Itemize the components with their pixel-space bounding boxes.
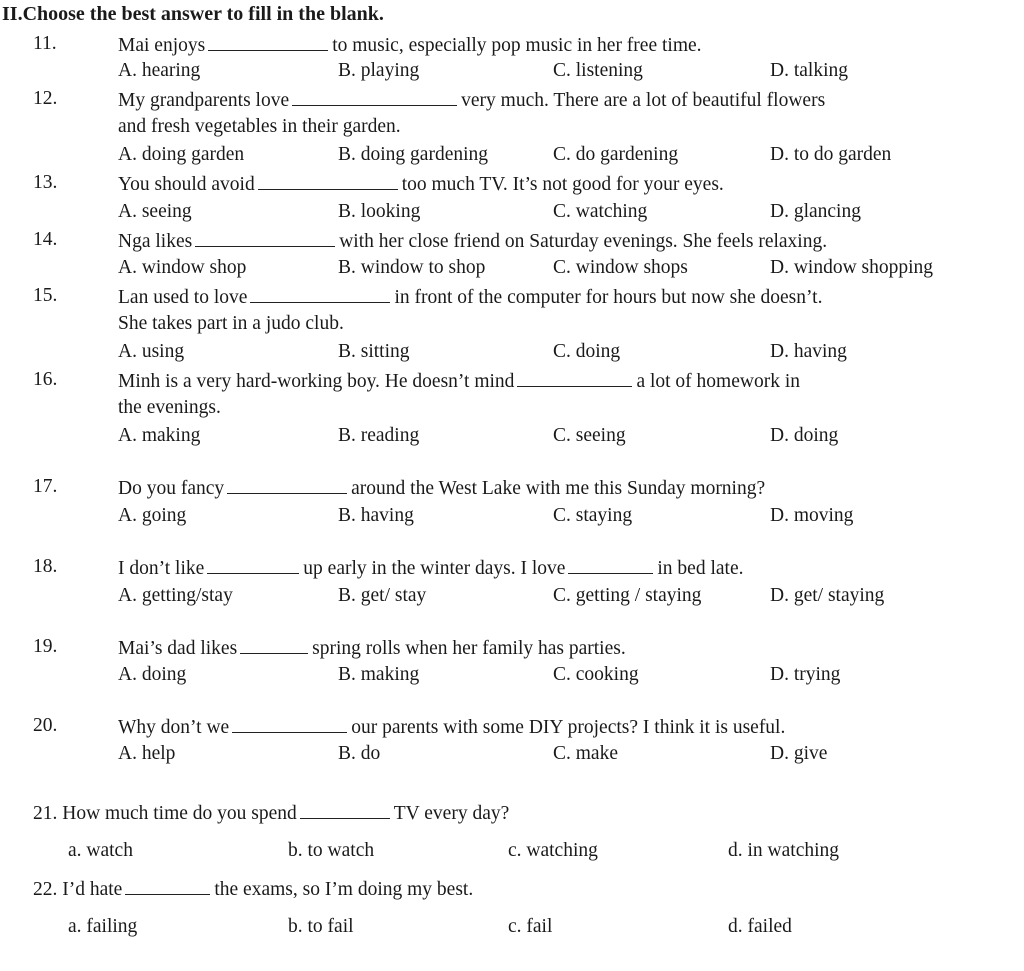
option-a[interactable]: A. hearing (118, 60, 201, 81)
option-d[interactable]: D. trying (770, 664, 841, 685)
option-b[interactable]: b. to fail (288, 916, 354, 937)
answer-blank[interactable] (300, 802, 390, 819)
option-b[interactable]: B. get/ stay (338, 585, 427, 606)
question-text: 22. I’d hate the exams, so I’m doing my best. (33, 879, 474, 900)
option-c[interactable]: C. seeing (553, 425, 626, 446)
option-a[interactable]: A. doing garden (118, 144, 245, 165)
answer-blank[interactable] (250, 286, 390, 303)
question-number: 19. (33, 636, 58, 657)
question-number: 11. (33, 33, 57, 54)
question-text: Minh is a very hard-working boy. He doesn’t mind a lot of homework in (118, 371, 800, 392)
question-text-continued: the evenings. (118, 397, 221, 418)
option-d[interactable]: d. failed (728, 916, 792, 937)
question-text-continued: She takes part in a judo club. (118, 313, 344, 334)
answer-blank[interactable] (232, 716, 347, 733)
option-d[interactable]: D. give (770, 743, 828, 764)
question-number: 18. (33, 556, 58, 577)
question-number: 14. (33, 229, 58, 250)
question-number: 17. (33, 476, 58, 497)
option-a[interactable]: A. making (118, 425, 201, 446)
option-b[interactable]: B. sitting (338, 341, 410, 362)
option-c[interactable]: C. do gardening (553, 144, 679, 165)
exercise-title: II.Choose the best answer to fill in the blank. (2, 3, 384, 25)
option-d[interactable]: D. get/ staying (770, 585, 885, 606)
option-b[interactable]: B. having (338, 505, 414, 526)
option-a[interactable]: A. getting/stay (118, 585, 233, 606)
answer-blank[interactable] (517, 370, 632, 387)
option-b[interactable]: B. looking (338, 201, 421, 222)
question-text: You should avoid too much TV. It’s not good for your eyes. (118, 174, 724, 195)
answer-blank[interactable] (568, 557, 653, 574)
option-d[interactable]: D. to do garden (770, 144, 892, 165)
question-text: Lan used to love in front of the computer for hours but now she doesn’t. (118, 287, 823, 308)
option-c[interactable]: C. make (553, 743, 618, 764)
option-c[interactable]: C. getting / staying (553, 585, 702, 606)
option-a[interactable]: A. window shop (118, 257, 247, 278)
question-number: 20. (33, 715, 58, 736)
question-text: Do you fancy around the West Lake with me this Sunday morning? (118, 478, 766, 499)
option-c[interactable]: c. watching (508, 840, 598, 861)
option-a[interactable]: A. using (118, 341, 185, 362)
option-a[interactable]: A. doing (118, 664, 187, 685)
question-number: 12. (33, 88, 58, 109)
question-number: 16. (33, 369, 58, 390)
option-a[interactable]: A. help (118, 743, 176, 764)
option-d[interactable]: D. having (770, 341, 847, 362)
option-b[interactable]: b. to watch (288, 840, 375, 861)
option-d[interactable]: D. talking (770, 60, 848, 81)
option-a[interactable]: a. failing (68, 916, 138, 937)
option-d[interactable]: D. moving (770, 505, 854, 526)
question-text: I don’t like up early in the winter days. I love in bed late. (118, 558, 744, 579)
option-a[interactable]: a. watch (68, 840, 133, 861)
option-c[interactable]: C. staying (553, 505, 633, 526)
option-a[interactable]: A. going (118, 505, 187, 526)
option-b[interactable]: B. window to shop (338, 257, 486, 278)
question-number: 15. (33, 285, 58, 306)
answer-blank[interactable] (240, 637, 308, 654)
answer-blank[interactable] (207, 557, 299, 574)
option-c[interactable]: C. cooking (553, 664, 639, 685)
answer-blank[interactable] (208, 34, 328, 51)
option-b[interactable]: B. playing (338, 60, 420, 81)
question-text: Mai enjoys to music, especially pop music in her free time. (118, 35, 702, 56)
option-b[interactable]: B. making (338, 664, 420, 685)
answer-blank[interactable] (258, 173, 398, 190)
question-text: Why don’t we our parents with some DIY projects? I think it is useful. (118, 717, 786, 738)
option-d[interactable]: D. doing (770, 425, 839, 446)
option-c[interactable]: C. listening (553, 60, 643, 81)
option-d[interactable]: D. window shopping (770, 257, 934, 278)
option-b[interactable]: B. do (338, 743, 381, 764)
answer-blank[interactable] (125, 878, 210, 895)
option-a[interactable]: A. seeing (118, 201, 192, 222)
option-c[interactable]: c. fail (508, 916, 553, 937)
option-c[interactable]: C. window shops (553, 257, 688, 278)
question-number: 13. (33, 172, 58, 193)
question-text-continued: and fresh vegetables in their garden. (118, 116, 401, 137)
option-b[interactable]: B. reading (338, 425, 420, 446)
option-d[interactable]: D. glancing (770, 201, 861, 222)
question-text: 21. How much time do you spend TV every day? (33, 803, 510, 824)
question-text: Nga likes with her close friend on Saturday evenings. She feels relaxing. (118, 231, 828, 252)
answer-blank[interactable] (227, 477, 347, 494)
answer-blank[interactable] (195, 230, 335, 247)
answer-blank[interactable] (292, 89, 457, 106)
question-text: My grandparents love very much. There are a lot of beautiful flowers (118, 90, 826, 111)
option-b[interactable]: B. doing gardening (338, 144, 489, 165)
option-c[interactable]: C. watching (553, 201, 648, 222)
question-text: Mai’s dad likes spring rolls when her family has parties. (118, 638, 626, 659)
option-d[interactable]: d. in watching (728, 840, 840, 861)
option-c[interactable]: C. doing (553, 341, 621, 362)
